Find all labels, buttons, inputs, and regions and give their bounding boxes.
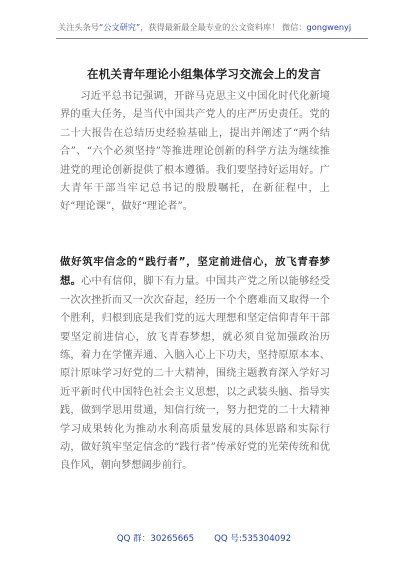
paragraph-1: 习近平总书记强调，开辟马克思主义中国化时代化新境界的重大任务，是当代中国共产党人的庄严历史责任。党的二十大报告在总结历史经验基础上，提出并阐述了“两个结合”、“六个必须坚持”等推进理论创新的科学方法为继续推进党的理论创新提供了根本遵循。我们要坚持好运用好。广大青年干部当牢记总书记的殷殷嘱托，在新征程中，上好“理论课”，做好“理论者”。: [60, 91, 330, 213]
paragraph-2-body: 心中有信仰，脚下有力量。中国共产党之所以能够经受一次次挫折而又一次次奋起，经历一个个磨难而又取得一个个胜利，归根到底是我们党的远大理想和坚定信仰青年干部要坚定前进信心，放飞青春梦想，就必须自觉加强政治历练，着力在学懂弄通、入脑入心上下功夫，坚持原原本本、原汁原味学习好党的二十大精神，围绕主题教育深入学好习近平新时代中国特色社会主义思想，以之武装头脑、指导实践，做到学思用贯通，知信行统一，努力把党的二十大精神学习成果转化为推动水利高质量发展的具体思路和实际行动，做好筑牢坚定信念的“践行者”传承好党的光荣传统和优良作风，朝向梦想阔步前行。: [60, 276, 331, 472]
paragraph-2: [60, 253, 330, 476]
footer-qq-group: QQ 群：30265665: [116, 534, 195, 544]
banner-label-wechat: ，获得最新最全最专业的公文资料库！ 微信：: [140, 22, 307, 32]
banner-label-follow: 关注头条号: [58, 22, 99, 32]
banner-wechat-id: gongwenyj: [306, 22, 352, 32]
paragraph-2-lead: 做好筑牢信念的“践行者”，坚定前进信心，放飞青春梦想。: [60, 256, 330, 288]
document-title: 在机关青年理论小组集体学习交流会上的发言: [87, 67, 321, 81]
banner-account-name: “公文研究”: [98, 22, 141, 32]
footer-contact: [0, 532, 408, 544]
header-divider: [56, 38, 368, 39]
footer-qq-number: QQ 号:535304092: [214, 534, 292, 544]
header-banner: [58, 21, 358, 33]
